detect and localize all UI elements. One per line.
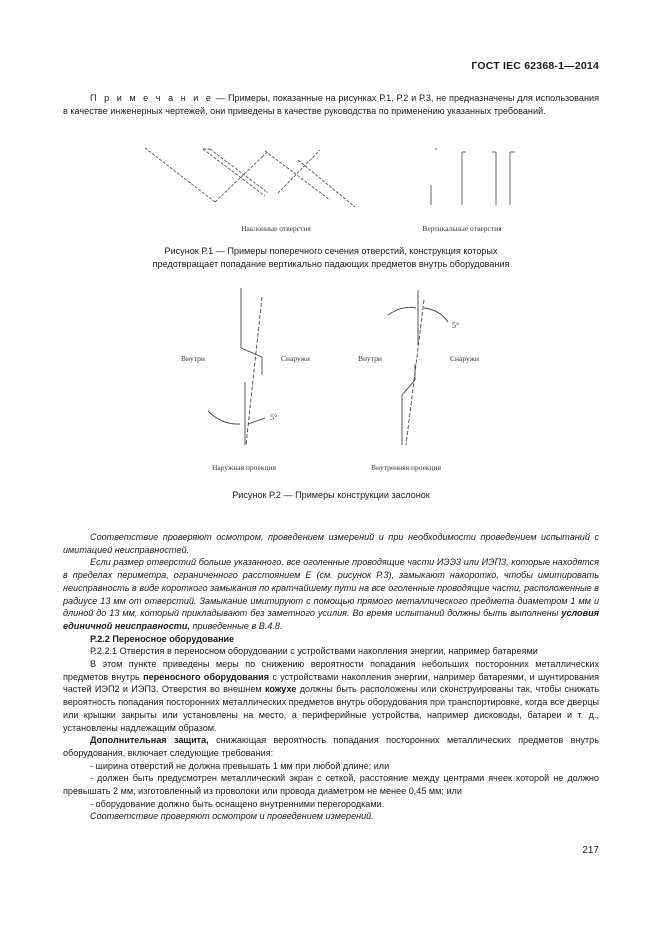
inclined-slot-line [262,151,268,157]
fault-text-a: Если размер отверстий больше указанного, все оголенные проводящие части ИЭЭ3 или ИЭП3, которые находятся в пределах периметра, ограниченного расстоянием Е (см. рисунок Р.3), замыкают накоротко, чтобы имитировать неисправность в виде короткого замыкания по кратчайшему пути на все оголенные проводящие части, расположенные в радиусе 13 мм от отверстий. Замыкание имитируют с помощью прямого металлического предмета диаметром 1 мм и длиной до 13 мм, который прикладывают без заметного усилия. Во время испытаний должны быть выполнены [63,557,599,619]
figure-p1-caption-line1: Рисунок Р.1 — Примеры поперечного сечения отверстий, конструкция которых [164,246,498,256]
label-outer-projection: Наружная проекция [212,463,276,472]
section-heading: Р.2.2 Переносное оборудование [90,633,235,644]
angle-label-right: 5° [452,321,460,330]
subsection-title: Р.2.2.1 Отверстия в переносном оборудовании с устройствами накопления энергии, например батареями [90,646,538,657]
right-angle-arc-2 [424,308,448,322]
note-paragraph [63,92,599,118]
figure-p1-caption-line2: предотвращает попадание вертикально падающих предметов внутрь оборудования [152,259,510,269]
list-item: - оборудование должно быть оснащено внутренними перегородками. [90,798,385,809]
inclined-slot-line [298,160,355,207]
label-inner-projection: Внутренняя проекция [370,463,442,472]
measures-text-bold-2: кожухе [264,684,297,695]
inclined-slot-line [210,149,268,193]
figure-p2 [0,282,661,482]
standard-header: ГОСТ IEC 62368-1—2014 [471,60,599,72]
note-text: — Примеры, показанные на рисунках Р.1, Р.2 и Р.3, не предназначены для использования в качестве инженерных чертежей, они приведены в качестве руководства по применению указанных требований. [63,93,599,116]
measures-text-e: должны быть расположены или сконструированы так, чтобы снижать вероятность попадания посторонних металлических предметов внутрь оборудования при транспортировке, когда все дверцы или крышки закрыты или установлены на место, а периферийные устройства, например дисководы, батареи и т. д., установлены надлежащим образом. [63,684,599,733]
label-outside-left: Снаружи [281,354,310,363]
measures-text-bold-1: переносного оборудования [143,671,270,682]
inclined-slot-line [203,149,265,196]
additional-protection-paragraph [63,734,599,759]
right-baffle-bend [402,380,415,395]
compliance-paragraph-1: Соответствие проверяют осмотром, проведением измерений и при необходимости проведением испытаний с имитацией неисправностей. [63,532,599,555]
fault-paragraph [63,556,599,632]
list-item: - должен быть предусмотрен металлический экран с сеткой, расстояние между центрами ячеек которой не должно превышать 2 мм, изготовленный из проволоки или провода диаметром не менее 0,45 мм; или [63,773,599,797]
measures-paragraph [63,658,599,734]
fault-text-bold: условия единичной неисправности, [63,608,599,631]
label-vertical-openings: Вертикальные отверстия [422,224,502,233]
fault-text-c: приведенные в В.4.8. [189,620,283,631]
compliance-paragraph-2: Соответствие проверяют осмотром и проведением измерений. [90,811,374,822]
figure-p1 [0,140,661,240]
left-angle-arc [208,411,240,424]
page-number: 217 [582,845,599,856]
angle-label-left: 5° [270,413,278,422]
right-angle-arc [388,307,416,315]
label-inside-right: Внутри [358,354,382,363]
label-inclined-openings: Наклонные отверстия [241,224,311,233]
note-lead: П р и м е ч а н и е [90,93,214,103]
figure-p2-caption: Рисунок Р.2 — Примеры конструкции заслонок [232,490,430,500]
body-text [63,531,599,823]
figure-p1-caption [63,245,599,271]
left-baffle-bend [241,348,262,357]
inclined-slot-line [145,148,215,202]
left-projection-dashed [246,297,262,445]
inclined-slot-line [265,151,330,200]
inclined-slot-line [278,150,320,193]
label-inside-left: Внутри [181,354,205,363]
additional-protection-text: снижающая вероятность попадания посторонних металлических предметов внутрь оборудования, включает следующие требования: [63,735,599,758]
measures-text-a: В этом пункте приведены меры по снижению вероятности попадания небольших посторонних металлических предметов внутрь [63,659,599,682]
list-item: - ширина отверстий не должна превышать 1 мм при любой длине; или [90,760,390,771]
label-outside-right: Снаружи [450,354,479,363]
measures-text-c: с устройствами накопления энергии, например батареями, и шунтирования частей ИЭП2 и ИЭП3. Отверстия во внешнем [63,671,599,695]
additional-protection-bold: Дополнительная защита, [90,735,209,746]
left-angle-arrow [248,418,265,424]
